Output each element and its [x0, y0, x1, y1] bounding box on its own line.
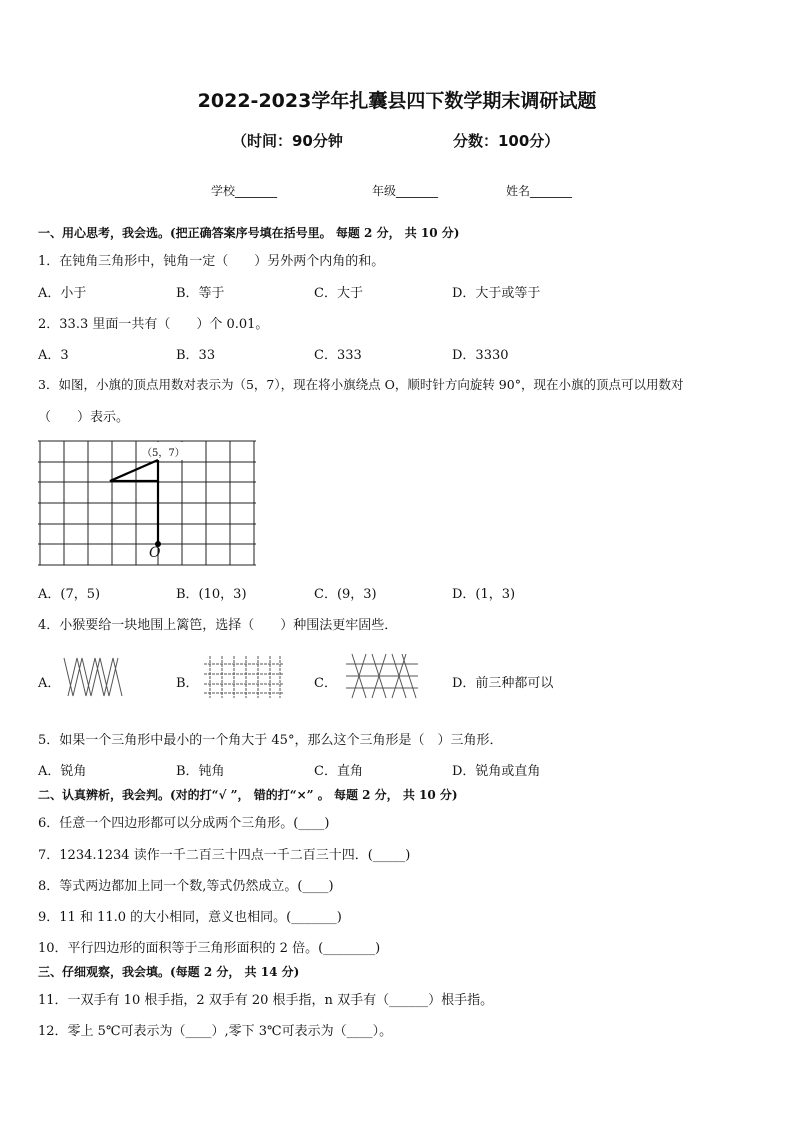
q4-option-b: B． [176, 676, 199, 691]
q4-option-d: D．前三种都可以 [452, 676, 554, 691]
q1-option-c: C．大于 [314, 286, 363, 301]
q3-option-b: B．(10，3) [176, 587, 247, 602]
question-9: 9．11 和 11.0 的大小相同，意义也相同。(_______) [38, 910, 342, 925]
q5-option-d: D．锐角或直角 [452, 764, 541, 779]
q3-option-a: A．(7，5) [38, 587, 101, 602]
q2-option-d: D．3330 [452, 348, 509, 363]
fence-crossed-figure [344, 652, 420, 700]
section2-heading: 二、认真辨析，我会判。(对的打“√ ”， 错的打“×” 。 每题 2 分， 共 10 分) [38, 788, 458, 802]
section1-heading: 一、用心思考，我会选。(把正确答案序号填在括号里。 每题 2 分， 共 10 分) [38, 226, 460, 240]
question-6: 6．任意一个四边形都可以分成两个三角形。(____) [38, 816, 330, 831]
question-3-line2: （ ）表示。 [38, 410, 130, 425]
q3-option-d: D．(1，3) [452, 587, 516, 602]
q2-option-b: B．33 [176, 348, 216, 363]
paper-title: 2022-2023学年扎囊县四下数学期末调研试题 [197, 90, 597, 112]
flag-vertex-label: （5，7） [142, 448, 185, 459]
q3-option-c: C．(9，3) [314, 587, 377, 602]
exam-time: （时间：90分钟 [232, 132, 343, 150]
question-4: 4．小猴要给一块地围上篱笆，选择（ ）种围法更牢固些． [38, 618, 398, 633]
fence-diagonal-figure [62, 656, 124, 698]
q4-option-c: C． [314, 676, 337, 691]
q5-option-b: B．钝角 [176, 764, 225, 779]
q5-option-a: A．锐角 [38, 764, 87, 779]
q1-option-b: B．等于 [176, 286, 225, 301]
q1-option-d: D．大于或等于 [452, 286, 541, 301]
question-11: 11．一双手有 10 根手指，2 双手有 20 根手指，n 双手有（______）根手指。 [38, 993, 494, 1008]
question-1: 1．在钝角三角形中，钝角一定（ ）另外两个内角的和。 [38, 254, 385, 269]
name-field: 姓名_______ [506, 184, 573, 198]
q1-option-a: A．小于 [38, 286, 87, 301]
fence-grid-figure [202, 654, 286, 700]
question-2: 2．33.3 里面一共有（ ）个 0.01。 [38, 317, 269, 332]
question-8: 8．等式两边都加上同一个数,等式仍然成立。(____) [38, 879, 334, 894]
grade-field: 年级_______ [372, 184, 439, 198]
q2-option-a: A．3 [38, 348, 69, 363]
q5-option-c: C．直角 [314, 764, 363, 779]
origin-label: O [149, 545, 161, 561]
exam-score: 分数：100分） [453, 132, 560, 150]
question-7: 7．1234.1234 读作一千二百三十四点一千二百三十四．(_____) [38, 848, 411, 863]
question-3-line1: 3．如图，小旗的顶点用数对表示为（5，7），现在将小旗绕点 O，顺时针方向旋转 90°，现在小旗的顶点可以用数对 [38, 377, 684, 392]
q4-option-a: A． [38, 676, 61, 691]
section3-heading: 三、仔细观察，我会填。(每题 2 分， 共 14 分) [38, 965, 300, 979]
question-10: 10．平行四边形的面积等于三角形面积的 2 倍。(________) [38, 941, 381, 956]
question-5: 5．如果一个三角形中最小的一个角大于 45°，那么这个三角形是（ ）三角形． [38, 733, 503, 748]
q2-option-c: C．333 [314, 348, 362, 363]
school-field: 学校_______ [211, 184, 278, 198]
question-12: 12．零上 5℃可表示为（____）,零下 3℃可表示为（____）。 [38, 1024, 393, 1039]
